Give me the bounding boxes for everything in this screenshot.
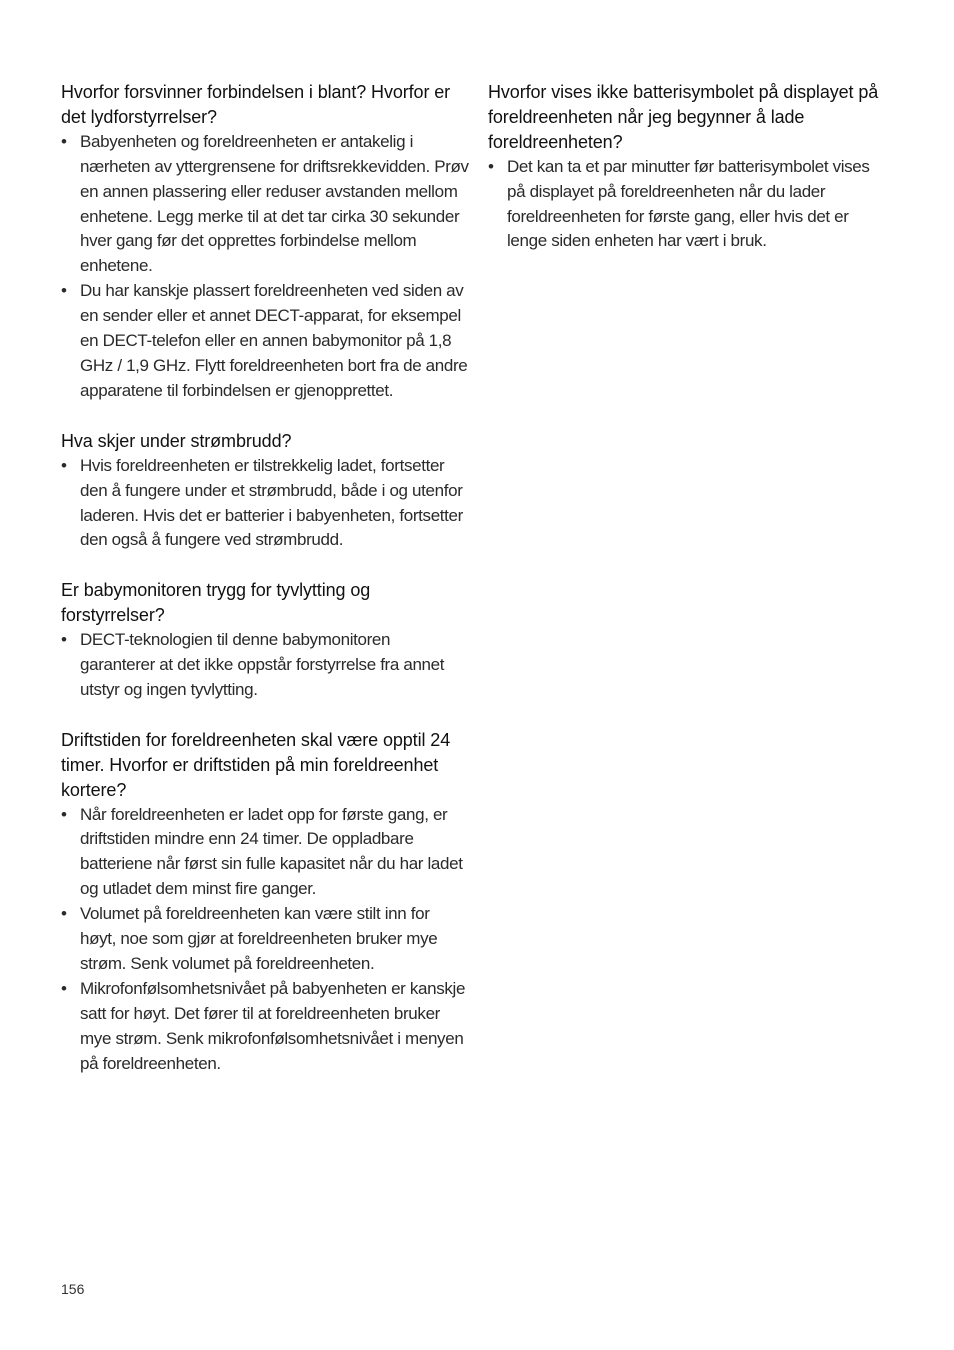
bullet-icon: • [61, 904, 67, 924]
faq-answer-list [61, 454, 469, 554]
bullet-icon: • [488, 156, 494, 176]
faq-answer-list [61, 803, 469, 1077]
faq-answer-list [488, 155, 888, 255]
faq-answer: • Du har kanskje plassert foreldreenheten ved siden av en sender eller et annet DECT-apparat, for eksempel en DECT-telefon eller en annen babymonitor på 1,8 GHz / 1,9 GHz. Flytt foreldreenheten bort fra de andre apparatene til forbindelsen er gjenopprettet. [61, 281, 468, 400]
faq-answer: • Det kan ta et par minutter før batterisymbolet vises på displayet på foreldreenheten når du lader foreldreenheten for første gang, eller hvis det er lenge siden enheten har vært i bruk. [488, 156, 870, 251]
faq-answer: • Hvis foreldreenheten er tilstrekkelig ladet, fortsetter den å fungere under et strømbrudd, både i og utenfor laderen. Hvis det er batterier i babyenheten, fortsetter den også å fungere ved strømbrudd. [61, 455, 463, 550]
faq-question: Er babymonitoren trygg for tyvlytting og forstyrrelser? [61, 580, 371, 626]
faq-section-connection [61, 80, 469, 404]
bullet-icon: • [61, 131, 67, 151]
faq-question: Hvorfor forsvinner forbindelsen i blant? Hvorfor er det lydforstyrrelser? [61, 82, 451, 127]
bullet-icon: • [61, 804, 67, 824]
faq-section-eavesdropping [61, 578, 469, 703]
faq-answer: • Mikrofonfølsomhetsnivået på babyenheten er kanskje satt for høyt. Det fører til at foreldreenheten bruker mye strøm. Senk mikrofonfølsomhetsnivået i menyen på foreldreenheten. [61, 978, 466, 1073]
faq-question: Driftstiden for foreldreenheten skal være opptil 24 timer. Hvorfor er driftstiden på min foreldreenhet kortere? [61, 729, 451, 800]
faq-answer: • Volumet på foreldreenheten kan være stilt inn for høyt, noe som gjør at foreldreenheten bruker mye strøm. Senk volumet på foreldreenheten. [61, 904, 438, 973]
faq-answer: • DECT-teknologien til denne babymonitoren garanterer at det ikke oppstår forstyrrelse fra annet utstyr og ingen tyvlytting. [61, 630, 445, 699]
right-column [488, 80, 888, 279]
faq-answer-list [61, 130, 469, 404]
left-column [61, 80, 469, 1102]
faq-answer-list [61, 628, 469, 703]
page-number: 156 [61, 1281, 85, 1297]
bullet-icon: • [61, 630, 67, 650]
bullet-icon: • [61, 281, 67, 301]
bullet-icon: • [61, 455, 67, 475]
faq-answer: • Når foreldreenheten er ladet opp for første gang, er driftstiden mindre enn 24 timer. De oppladbare batteriene når først sin fulle kapasitet når du har ladet og utladet dem minst fire ganger. [61, 804, 463, 899]
faq-answer: • Babyenheten og foreldreenheten er antakelig i nærheten av yttergrensene for driftsrekkevidden. Prøv en annen plassering eller reduser avstanden mellom enhetene. Legg merke til at det tar cirka 30 sekunder hver gang før det opprettes forbindelse mellom enhetene. [61, 131, 469, 276]
faq-section-power-outage [61, 429, 469, 554]
faq-question: Hva skjer under strømbrudd? [61, 430, 292, 451]
faq-question: Hvorfor vises ikke batterisymbolet på displayet på foreldreenheten når jeg begynner å lade foreldreenheten? [488, 82, 879, 152]
faq-section-battery-symbol [488, 80, 888, 254]
faq-section-operating-time [61, 728, 469, 1077]
bullet-icon: • [61, 978, 67, 998]
